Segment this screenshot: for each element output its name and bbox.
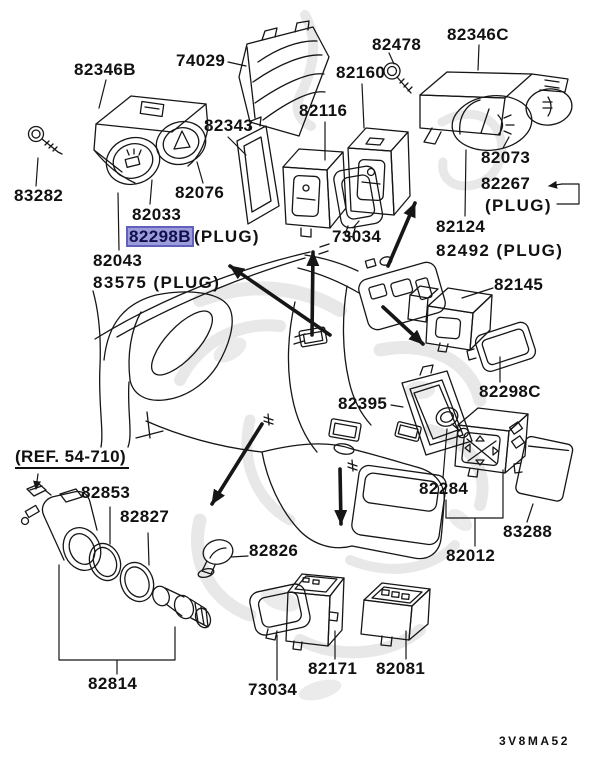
part-label-82395[interactable]: 82395: [338, 394, 388, 413]
arrow-down-right: [383, 307, 423, 344]
part-label-82267-plug: (PLUG): [485, 196, 552, 215]
part-82346b-drawing: [94, 96, 211, 191]
part-label-82346b[interactable]: 82346B: [74, 60, 136, 79]
part-label-73034-top[interactable]: 73034: [332, 227, 382, 246]
part-label-74029[interactable]: 74029: [176, 51, 226, 70]
part-82298c-drawing: [467, 320, 538, 373]
arrow-down: [340, 469, 341, 524]
part-82814-lighter-drawing: [22, 489, 214, 630]
part-label-82298b-plug: (PLUG): [193, 227, 260, 246]
part-label-82081[interactable]: 82081: [376, 659, 426, 678]
part-82160-drawing: [348, 128, 410, 215]
ref-label-text: (REF. 54-710): [15, 447, 129, 469]
part-label-82076[interactable]: 82076: [175, 183, 225, 202]
part-label-82478[interactable]: 82478: [372, 35, 422, 54]
part-82478-screw: [384, 63, 412, 93]
part-label-82298b-highlighted[interactable]: 82298B: [126, 226, 194, 247]
part-label-82073[interactable]: 82073: [481, 148, 531, 167]
part-label-82043[interactable]: 82043: [93, 251, 143, 270]
part-label-82827[interactable]: 82827: [120, 507, 170, 526]
part-label-82298c[interactable]: 82298C: [479, 382, 541, 401]
part-label-82284[interactable]: 82284: [419, 479, 469, 498]
part-label-82814[interactable]: 82814: [88, 674, 138, 693]
part-label-82346c[interactable]: 82346C: [447, 25, 509, 44]
part-label-82145[interactable]: 82145: [494, 275, 544, 294]
part-label-82012[interactable]: 82012: [446, 546, 496, 565]
part-label-82853[interactable]: 82853: [81, 483, 131, 502]
diagram-code: 3V8MA52: [499, 734, 570, 748]
part-label-83575[interactable]: 83575 (PLUG): [93, 273, 221, 292]
part-label-82033[interactable]: 82033: [132, 205, 182, 224]
part-label-73034-bottom[interactable]: 73034: [248, 680, 298, 699]
part-label-82343[interactable]: 82343: [204, 116, 254, 135]
part-label-82116[interactable]: 82116: [299, 101, 348, 120]
arrow-up: [312, 252, 313, 335]
ref-label: [15, 448, 129, 466]
part-label-82124[interactable]: 82124: [436, 217, 486, 236]
ref-clip-icon: [27, 484, 51, 496]
arrow-up-right: [388, 203, 415, 266]
part-83288-drawing: [514, 435, 574, 502]
part-label-82267[interactable]: 82267: [481, 174, 531, 193]
part-label-82492[interactable]: 82492 (PLUG): [436, 241, 564, 260]
part-label-82160[interactable]: 82160: [336, 63, 386, 82]
part-label-83282[interactable]: 83282: [14, 186, 64, 205]
part-label-82826[interactable]: 82826: [249, 541, 299, 560]
part-label-82171[interactable]: 82171: [308, 659, 358, 678]
part-label-82298b-group: [126, 226, 260, 247]
part-label-83288[interactable]: 83288: [503, 522, 553, 541]
part-83282-screw: [29, 127, 63, 155]
